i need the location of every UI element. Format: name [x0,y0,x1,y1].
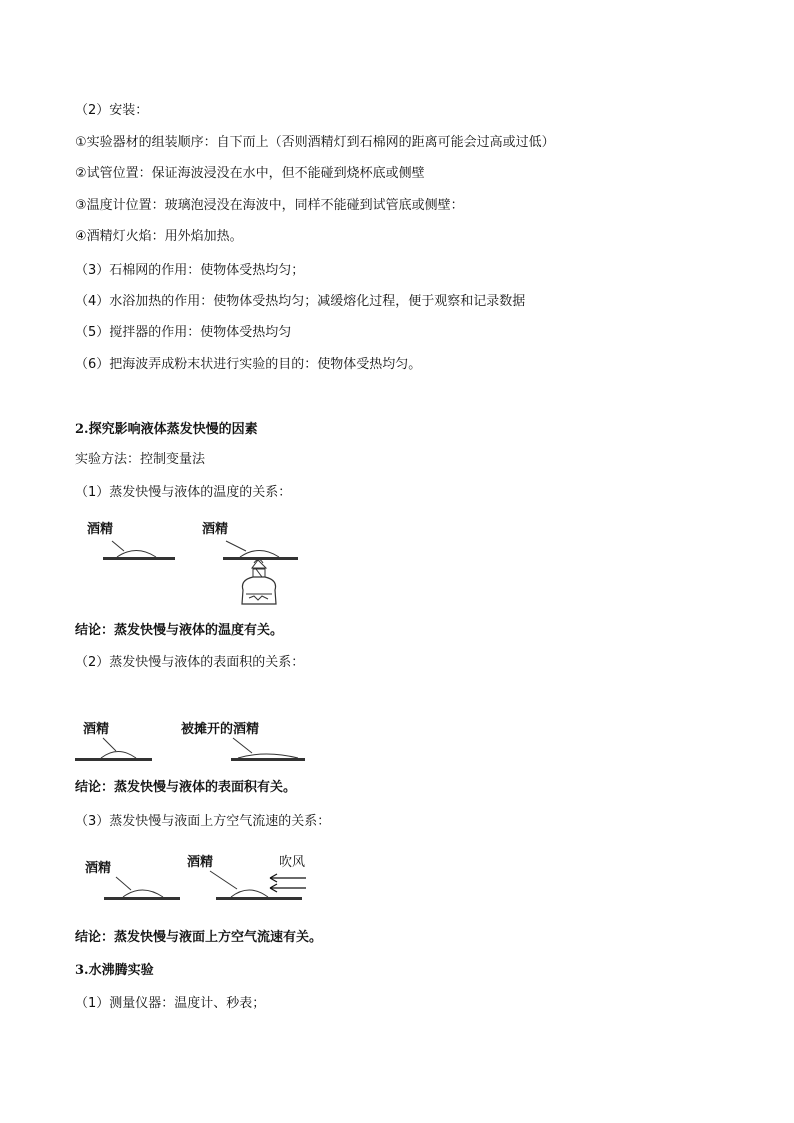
section2-q3: （3）蒸发快慢与液面上方空气流速的关系： [75,814,331,829]
fig3-pointer-right [210,871,237,889]
fig1-right [202,521,298,604]
role-asbestos-net: （3）石棉网的作用：使物体受热均匀； [75,263,305,278]
install-item-2: ②试管位置：保证海波浸没在水中，但不能碰到烧杯底或侧壁 [75,166,425,181]
fig3-label-right: 酒精 [187,855,214,870]
fig1-plate-right [223,557,298,560]
install-item-3: ③温度计位置：玻璃泡浸没在海波中，同样不能碰到试管底或侧壁： [75,198,464,213]
section2-conclusion-1: 结论：蒸发快慢与液体的温度有关。 [75,623,284,638]
fig3-label-wind: 吹风 [279,855,306,870]
fig2-plate-left [75,758,152,761]
fig1-label-left: 酒精 [87,522,114,537]
role-powder: （6）把海波弄成粉末状进行实验的目的：使物体受热均匀。 [75,357,422,372]
fig2-right [181,721,305,761]
fig1-plate-left [103,557,175,560]
fig3-label-left: 酒精 [85,861,112,876]
fig2-pointer-right [233,738,252,753]
section2-q1: （1）蒸发快慢与液体的温度的关系： [75,485,292,500]
fig2-left [75,721,152,761]
role-water-bath: （4）水浴加热的作用：使物体受热均匀；减缓熔化过程，便于观察和记录数据 [75,294,526,309]
fig2-plate-right [231,758,305,761]
section2-q2: （2）蒸发快慢与液体的表面积的关系： [75,655,305,670]
fig2-label-right: 被摊开的酒精 [181,722,260,737]
fig3-left [85,860,180,900]
install-title: （2）安装： [75,103,149,118]
alcohol-lamp-icon [242,560,276,605]
fig2-drop-right [238,754,298,758]
fig3-plate-left [104,897,180,900]
section2-method: 实验方法：控制变量法 [75,452,206,467]
fig3-plate-right [216,897,302,900]
fig1-drop-left [117,551,156,558]
wind-arrows-icon [270,874,306,892]
section2-conclusion-2: 结论：蒸发快慢与液体的表面积有关。 [75,780,297,795]
install-item-4: ④酒精灯火焰：用外焰加热。 [75,229,243,244]
section3-heading: 3.水沸腾实验 [75,963,154,978]
fig1-pointer-right [226,541,246,551]
fig1-left [87,521,175,560]
fig3-pointer-left [116,877,131,890]
fig3-drop-left [123,890,163,897]
fig2-label-left: 酒精 [83,722,110,737]
fig1-label-right: 酒精 [202,522,229,537]
section3-q1: （1）测量仪器：温度计、秒表； [75,996,266,1011]
fig2-pointer-left [103,738,116,751]
role-stirrer: （5）搅拌器的作用：使物体受热均匀 [75,325,292,340]
fig2-drop-left [101,752,136,759]
fig1-drop-right [240,551,279,558]
fig1-pointer-left [112,541,124,551]
fig3-right [187,854,306,900]
install-item-1: ①实验器材的组装顺序：自下而上（否则酒精灯到石棉网的距离可能会过高或过低） [75,135,555,150]
section2-heading: 2.探究影响液体蒸发快慢的因素 [75,422,258,437]
section2-conclusion-3: 结论：蒸发快慢与液面上方空气流速有关。 [75,930,323,945]
fig3-drop-right [231,890,268,897]
